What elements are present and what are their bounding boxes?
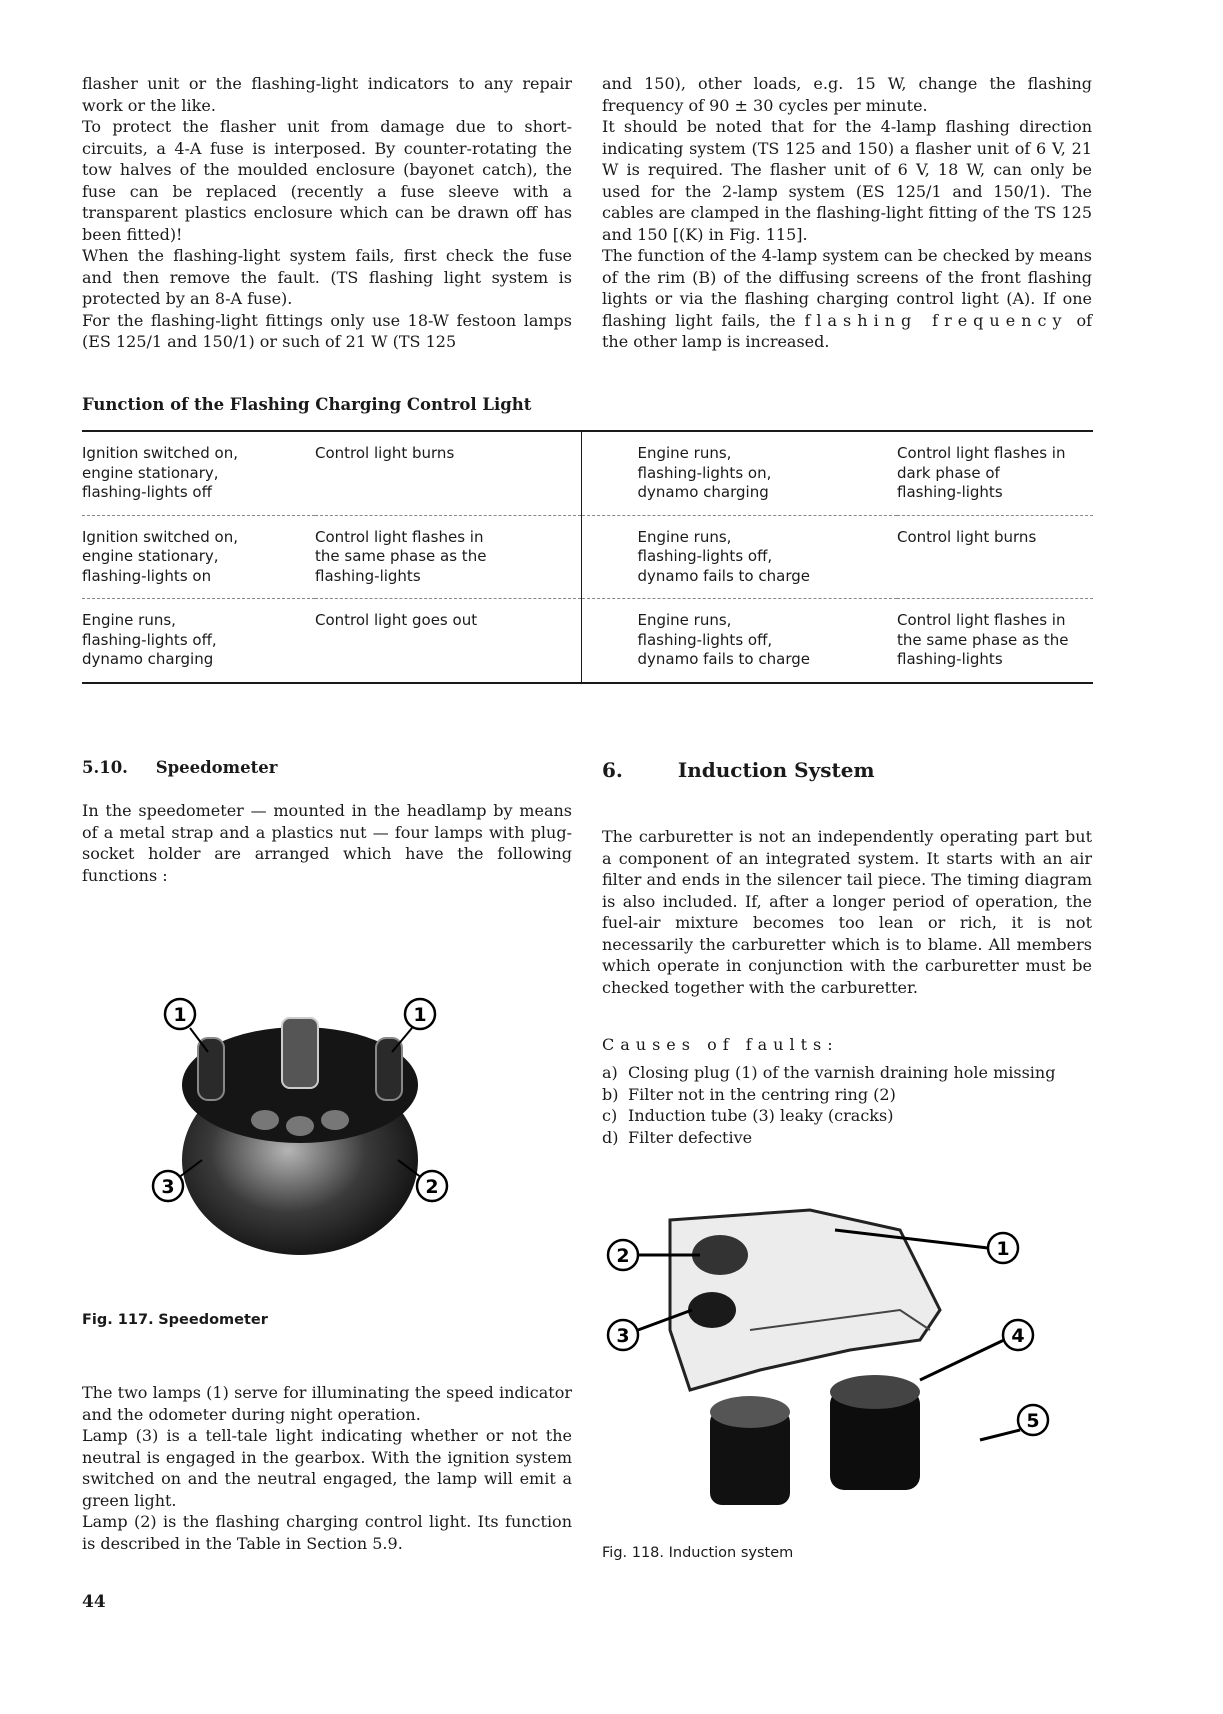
list-item: a) Closing plug (1) of the varnish draining hole missing <box>602 1063 1056 1082</box>
lamp-socket <box>251 1110 279 1130</box>
state-cell: Control light burns <box>897 515 1093 599</box>
callout <box>405 999 435 1029</box>
figure-caption <box>602 1545 793 1561</box>
speedometer-figure <box>150 990 450 1270</box>
callout <box>1018 1405 1048 1435</box>
figure-label: Fig. 118. <box>602 1545 665 1561</box>
state-cell: Control light goes out <box>315 599 581 683</box>
speedometer-text <box>82 1382 572 1554</box>
svg-text:2: 2 <box>425 1176 439 1198</box>
speedometer-intro <box>82 800 572 886</box>
paragraph <box>602 245 1092 353</box>
list-item: d) Filter defective <box>602 1127 753 1147</box>
table-row <box>82 431 1093 515</box>
table-row <box>82 515 1093 599</box>
paragraph: It should be noted that for the 4-lamp flashing direction indicating system (TS 125 and 150) a flasher unit of 6 V, 21 W is required. The flasher unit of 6 V, 18 W, can only be used for the 2-lamp system (ES 125/1 and 150/1). The cables are clamped in the flashing-light fitting of the TS 125 and 150 [(K) in Fig. 115]. <box>602 117 1092 244</box>
left-top-column <box>82 73 572 353</box>
callout <box>1003 1320 1033 1350</box>
filter-top <box>830 1375 920 1409</box>
filter-top <box>710 1396 790 1428</box>
condition-cell: Engine runs, flashing-lights off, dynamo fails to charge <box>581 599 897 683</box>
section-title: Speedometer <box>155 758 278 777</box>
state-cell: Control light flashes in the same phase as the flashing-lights <box>315 515 581 599</box>
condition-cell: Engine runs, flashing-lights off, dynamo charging <box>82 599 315 683</box>
section-title: Induction System <box>677 758 875 782</box>
condition-cell: Ignition switched on, engine stationary, flashing-lights on <box>82 515 315 599</box>
svg-text:1: 1 <box>413 1004 427 1026</box>
svg-text:4: 4 <box>1011 1325 1025 1347</box>
list-item: c) Induction tube (3) leaky (cracks) <box>602 1106 894 1125</box>
induction-intro <box>602 826 1092 998</box>
paragraph: Lamp (3) is a tell-tale light indicating whether or not the neutral is engaged in the gearbox. With the ignition system switched on and the neutral engaged, the lamp will emit a green light. <box>82 1426 572 1510</box>
paragraph: flasher unit or the flashing-light indicators to any repair work or the like. <box>82 74 572 115</box>
leader-line <box>980 1430 1020 1440</box>
right-top-column <box>602 73 1092 353</box>
section-number: 5.10. <box>82 758 128 777</box>
lamp-socket <box>321 1110 349 1130</box>
section-number: 6. <box>602 758 623 782</box>
figure-label: Fig. 117. <box>82 1312 154 1328</box>
causes-list <box>602 1062 1092 1148</box>
lamp-socket <box>286 1116 314 1136</box>
callout <box>988 1233 1018 1263</box>
causes-title: Causes of faults: <box>602 1035 839 1054</box>
state-cell: Control light flashes in the same phase as the flashing-lights <box>897 599 1093 683</box>
svg-text:2: 2 <box>616 1245 630 1267</box>
condition-cell: Engine runs, flashing-lights off, dynamo fails to charge <box>581 515 897 599</box>
induction-tube <box>688 1292 736 1328</box>
callout <box>608 1240 638 1270</box>
figure-caption <box>82 1312 268 1328</box>
leader-line <box>920 1340 1004 1380</box>
figure-title: Speedometer <box>158 1312 268 1328</box>
svg-text:5: 5 <box>1026 1410 1040 1432</box>
condition-cell: Engine runs, flashing-lights on, dynamo charging <box>581 431 897 515</box>
cable-nut <box>282 1018 318 1088</box>
table-row <box>82 599 1093 683</box>
figure-title: Induction system <box>668 1545 794 1561</box>
paragraph: Lamp (2) is the flashing charging control light. Its function is described in the Table in Section 5.9. <box>82 1512 572 1553</box>
paragraph: To protect the flasher unit from damage due to short-circuits, a 4-A fuse is interposed. By counter-rotating the tow halves of the moulded enclosure (bayonet catch), the fuse can be replaced (recently a fuse sleeve with a transparent plastics enclosure which can be drawn off has been fitted)! <box>82 117 572 244</box>
condition-cell: Ignition switched on, engine stationary, flashing-lights off <box>82 444 238 501</box>
paragraph: The two lamps (1) serve for illuminating the speed indicator and the odometer during night operation. <box>82 1383 572 1424</box>
table-title: Function of the Flashing Charging Control Light <box>82 395 532 414</box>
section-heading-induction <box>602 758 875 782</box>
induction-system-figure <box>600 1200 1060 1520</box>
section-heading-speedometer <box>82 758 277 777</box>
svg-text:3: 3 <box>616 1325 630 1347</box>
paragraph: The carburetter is not an independently operating part but a component of an integrated system. It starts with an air filter and ends in the silencer tail piece. The timing diagram is also included. If, after a longer period of operation, the fuel-air mixture becomes too lean or rich, it is not necessarily the carburetter which is to blame. All members which operate in conjunction with the carburetter must be checked together with the carburetter. <box>602 827 1092 997</box>
paragraph: In the speedometer — mounted in the headlamp by means of a metal strap and a plastics nut — four lamps with plug-socket holder are arranged which have the following functions : <box>82 801 572 885</box>
svg-text:1: 1 <box>996 1238 1010 1260</box>
paragraph-text: The function of the 4-lamp system can be checked by means of the rim (B) of the diffusing screens of the front flashing lights or via the flashing charging control light (A). If one flashing light fails, the <box>602 246 1092 330</box>
paragraph: When the flashing-light system fails, first check the fuse and then remove the fault. (TS flashing light system is protected by an 8-A fuse). <box>82 246 572 308</box>
paragraph: and 150), other loads, e.g. 15 W, change the flashing frequency of 90 ± 30 cycles per minute. <box>602 74 1092 115</box>
state-cell: Control light burns <box>315 444 455 462</box>
spaced-emphasis: flashing frequency <box>804 310 1068 330</box>
list-item: b) Filter not in the centring ring (2) <box>602 1084 896 1104</box>
function-table <box>82 430 1093 684</box>
svg-text:1: 1 <box>173 1004 187 1026</box>
state-cell: Control light flashes in dark phase of flashing-lights <box>897 444 1066 501</box>
page-number: 44 <box>82 1592 106 1612</box>
svg-text:3: 3 <box>161 1176 175 1198</box>
callout <box>417 1171 447 1201</box>
callout <box>165 999 195 1029</box>
lamp-socket <box>376 1038 402 1100</box>
callout <box>153 1171 183 1201</box>
paragraph-ending: of the other lamp is increased. <box>602 310 1092 351</box>
centring-ring <box>692 1235 748 1275</box>
callout <box>608 1320 638 1350</box>
lamp-socket <box>198 1038 224 1100</box>
paragraph: For the flashing-light fittings only use 18-W festoon lamps (ES 125/1 and 150/1) or such of 21 W (TS 125 <box>82 310 572 351</box>
